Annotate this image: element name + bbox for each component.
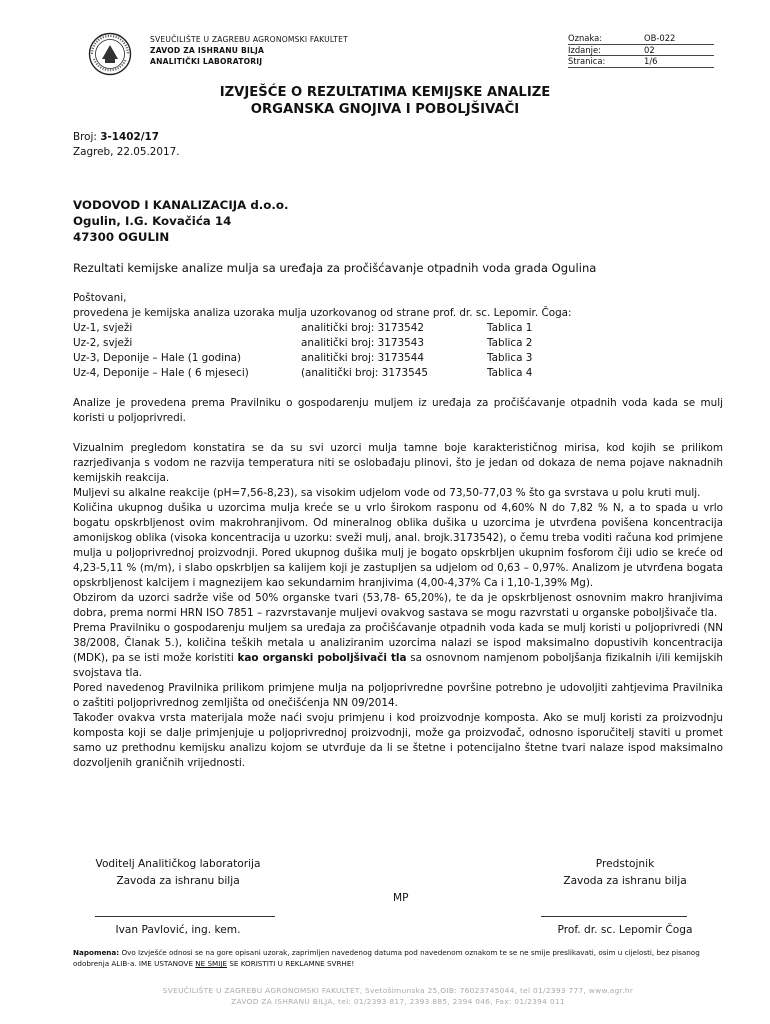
list-item bbox=[73, 336, 723, 351]
meta-value: OB-022 bbox=[644, 33, 676, 43]
sample-number: analitički broj: 3173543 bbox=[301, 337, 424, 349]
document-number bbox=[73, 130, 723, 145]
number-value: 3-1402/17 bbox=[100, 131, 159, 143]
signature-right bbox=[530, 856, 720, 890]
intro-text: provedena je kemijska analiza uzoraka mulja uzorkovanog od strane prof. dr. sc. Lepomir. Čoga: bbox=[73, 307, 572, 319]
signature-line-right bbox=[541, 916, 687, 917]
meta-value: 02 bbox=[644, 44, 655, 55]
title-line2: ORGANSKA GNOJIVA I POBOLJŠIVAČI bbox=[250, 102, 520, 117]
stamp-placeholder: MP bbox=[393, 892, 409, 904]
sample-name: Uz-3, Deponije – Hale (1 godina) bbox=[73, 352, 242, 364]
recipient-address bbox=[73, 197, 723, 245]
footer-line1: SVEUČILIŠTE U ZAGREBU AGRONOMSKI FAKULTET, Svetošimunska 25,OIB: 76023745044, tel 01/2393 777, www.agr.hr bbox=[162, 986, 634, 995]
subject-line: Rezultati kemijske analize mulja sa uređaja za pročišćavanje otpadnih voda grada Ogulina bbox=[73, 261, 597, 275]
recipient-line3: 47300 OGULIN bbox=[73, 230, 170, 244]
report-body bbox=[73, 130, 723, 771]
meta-row bbox=[568, 45, 714, 57]
document-meta-table bbox=[568, 33, 714, 68]
meta-label: Oznaka: bbox=[568, 33, 603, 43]
title-line1: IZVJEŠĆE O REZULTATIMA KEMIJSKE ANALIZE bbox=[219, 85, 551, 100]
right-title1: Predstojnik bbox=[595, 858, 655, 870]
meta-value: 1/6 bbox=[644, 56, 658, 66]
right-signatory-name: Prof. dr. sc. Lepomir Čoga bbox=[557, 924, 693, 936]
sample-number: analitički broj: 3173544 bbox=[301, 352, 424, 364]
sample-number: analitički broj: 3173542 bbox=[301, 322, 424, 334]
sample-number: (analitički broj: 3173545 bbox=[301, 367, 428, 379]
left-signatory-name: Ivan Pavlović, ing. kem. bbox=[115, 924, 241, 936]
paragraph-visual-inspection: Vizualnim pregledom konstatira se da su svi uzorci mulja tamne boje karakterističnog mirisa, kod kojih se prilikom razrjeđivanja s vodom ne razvija temperatura niti se oslobađaju plinovi, što je jedan od dokaza de nema pojave naknadnih kemijskih reakcija. bbox=[73, 442, 723, 484]
p6-text-before: Prema Pravilniku o gospodarenju muljem sa uređaja za pročišćavanje otpadnih voda kada se mulj koristi u poljoprivredi (NN 38/2008, Članak 5.), količina teških metala u analiziranim uzorcima nalazi se ispod maksimalno dopustivih koncentracija (MDK), pa se isti može koristiti bbox=[73, 622, 723, 664]
institution-line3: ANALITIČKI LABORATORIJ bbox=[150, 57, 263, 66]
place-date: Zagreb, 22.05.2017. bbox=[73, 146, 180, 158]
paragraph-regulation: Analize je provedena prema Pravilniku o gospodarenju muljem iz uređaja za pročišćavanje otpadnih voda kada se mulj koristi u poljoprivredi. bbox=[73, 397, 723, 424]
meta-label: Stranica: bbox=[568, 56, 606, 66]
list-item bbox=[73, 366, 723, 381]
list-item bbox=[73, 351, 723, 366]
number-label: Broj: bbox=[73, 131, 97, 143]
meta-label: Izdanje: bbox=[568, 44, 601, 55]
note-label: Napomena: bbox=[73, 948, 120, 957]
institution-line2: ZAVOD ZA ISHRANU BILJA bbox=[150, 46, 265, 55]
paragraph-heavy-metals bbox=[73, 621, 723, 681]
meta-row bbox=[568, 33, 714, 45]
samples-list bbox=[73, 321, 723, 381]
paragraph-nitrogen: Količina ukupnog dušika u uzorcima mulja kreće se u vrlo širokom rasponu od 4,60% N do 7,82 % N, a to spada u vrlo bogatu opskrbljenost ovim makrohranjivom. Od mineralnog oblika dušika u uzorcima je utvrđena povišena koncentracija amonijskog oblika (visoka koncentracija u uzorku: sveži mulj, anal. brojk.3173542), o čemu treba voditi računa kod primjene mulja u poljoprivrednoj proizvodnji. Pored ukupnog dušika mulj je bogato opskrbljen ukupnim fosforom čiji udio se kreće od 4,23-5,11 % (m/m), i slabo opskrbljen sa kalijem koji je zastupljen sa udjelom od 0,63 – 0,97%. Analizom je utvrđena bogata opskrbljenost kalcijem i magnezijem kao sekundarnim hranjivima (4,00-4,37% Ca i 1,10-1,39% Mg). bbox=[73, 502, 723, 589]
left-title1: Voditelj Analitičkog laboratorija bbox=[95, 858, 261, 870]
sample-table: Tablica 2 bbox=[487, 337, 533, 349]
signature-line-left bbox=[95, 916, 275, 917]
sample-table: Tablica 4 bbox=[487, 367, 533, 379]
paragraph-organic-matter: Obzirom da uzorci sadrže više od 50% organske tvari (53,78- 65,20%), te da je opskrbljenost osnovnim makro hranjivima dobra, prema normi HRN ISO 7851 – razvrstavanje muljevi ovakvog sastava se mogu razvrstati u organske poboljšivače tla. bbox=[73, 592, 723, 619]
p6-bold-text: kao organski poboljšivači tla bbox=[237, 652, 407, 664]
disclaimer-note bbox=[73, 947, 723, 969]
sample-table: Tablica 1 bbox=[487, 322, 533, 334]
paragraph-land-protection: Pored navedenog Pravilnika prilikom primjene mulja na poljoprivredne površine potrebno je udovoljiti zahtjevima Pravilnika o zaštiti poljoprivrednog zemljišta od onečišćenja NN 09/2014. bbox=[73, 682, 723, 709]
paragraph-reaction: Muljevi su alkalne reakcije (pH=7,56-8,23), sa visokim udjelom vode od 73,50-77,03 % što ga svrstava u polu kruti mulj. bbox=[73, 487, 701, 499]
meta-row bbox=[568, 56, 714, 68]
right-title2: Zavoda za ishranu bilja bbox=[563, 875, 687, 887]
footer-line2: ZAVOD ZA ISHRANU BILJA, tel: 01/2393 817, 2393 885, 2394 046, Fax: 01/2394 011 bbox=[231, 997, 565, 1006]
note-underlined: NE SMIJE bbox=[195, 959, 228, 968]
document-header bbox=[88, 30, 714, 76]
institution-name bbox=[150, 34, 348, 67]
note-text: Ovo Izvješće odnosi se na gore opisani uzorak, zaprimljen navedenog datuma pod navedenom oznakom te se ne smije preslikavati, osim u cijelosti, bez pisanog odobrenja ALIB-a. IME USTANOVE bbox=[73, 948, 700, 968]
sample-name: Uz-4, Deponije – Hale ( 6 mjeseci) bbox=[73, 367, 249, 379]
p6-text-after: sa osnovnom namjenom poboljšanja fizikalnih i/ili kemijskih svojstava tla. bbox=[73, 652, 723, 679]
signature-left bbox=[73, 856, 283, 890]
report-title bbox=[110, 84, 660, 118]
page-footer bbox=[73, 985, 723, 1007]
left-title2: Zavoda za ishranu bilja bbox=[116, 875, 240, 887]
greeting: Poštovani, bbox=[73, 292, 127, 304]
institution-line1: SVEUČILIŠTE U ZAGREBU AGRONOMSKI FAKULTET bbox=[150, 35, 348, 44]
sample-table: Tablica 3 bbox=[487, 352, 533, 364]
university-seal-icon bbox=[88, 32, 132, 76]
paragraph-compost: Također ovakva vrsta materijala može naći svoju primjenu i kod proizvodnje komposta. Ako se mulj koristi za proizvodnju komposta koji se dalje primjenjuje u poljoprivrednoj proizvodnji, može ga proizvođač, odnosno isporučitelj staviti u promet samo uz prethodnu kemijsku analizu kojom se utvrđuje da li se štetne i potencijalno štetne tvari nalaze ispod maksimalno dozvoljenih graničnih vrijednosti. bbox=[73, 712, 723, 769]
sample-name: Uz-2, svježi bbox=[73, 337, 133, 349]
note-text-end: SE KORISTITI U REKLAMNE SVRHE! bbox=[227, 959, 355, 968]
sample-name: Uz-1, svježi bbox=[73, 322, 133, 334]
recipient-line1: VODOVOD I KANALIZACIJA d.o.o. bbox=[73, 198, 289, 212]
recipient-line2: Ogulin, I.G. Kovačića 14 bbox=[73, 214, 232, 228]
list-item bbox=[73, 321, 723, 336]
